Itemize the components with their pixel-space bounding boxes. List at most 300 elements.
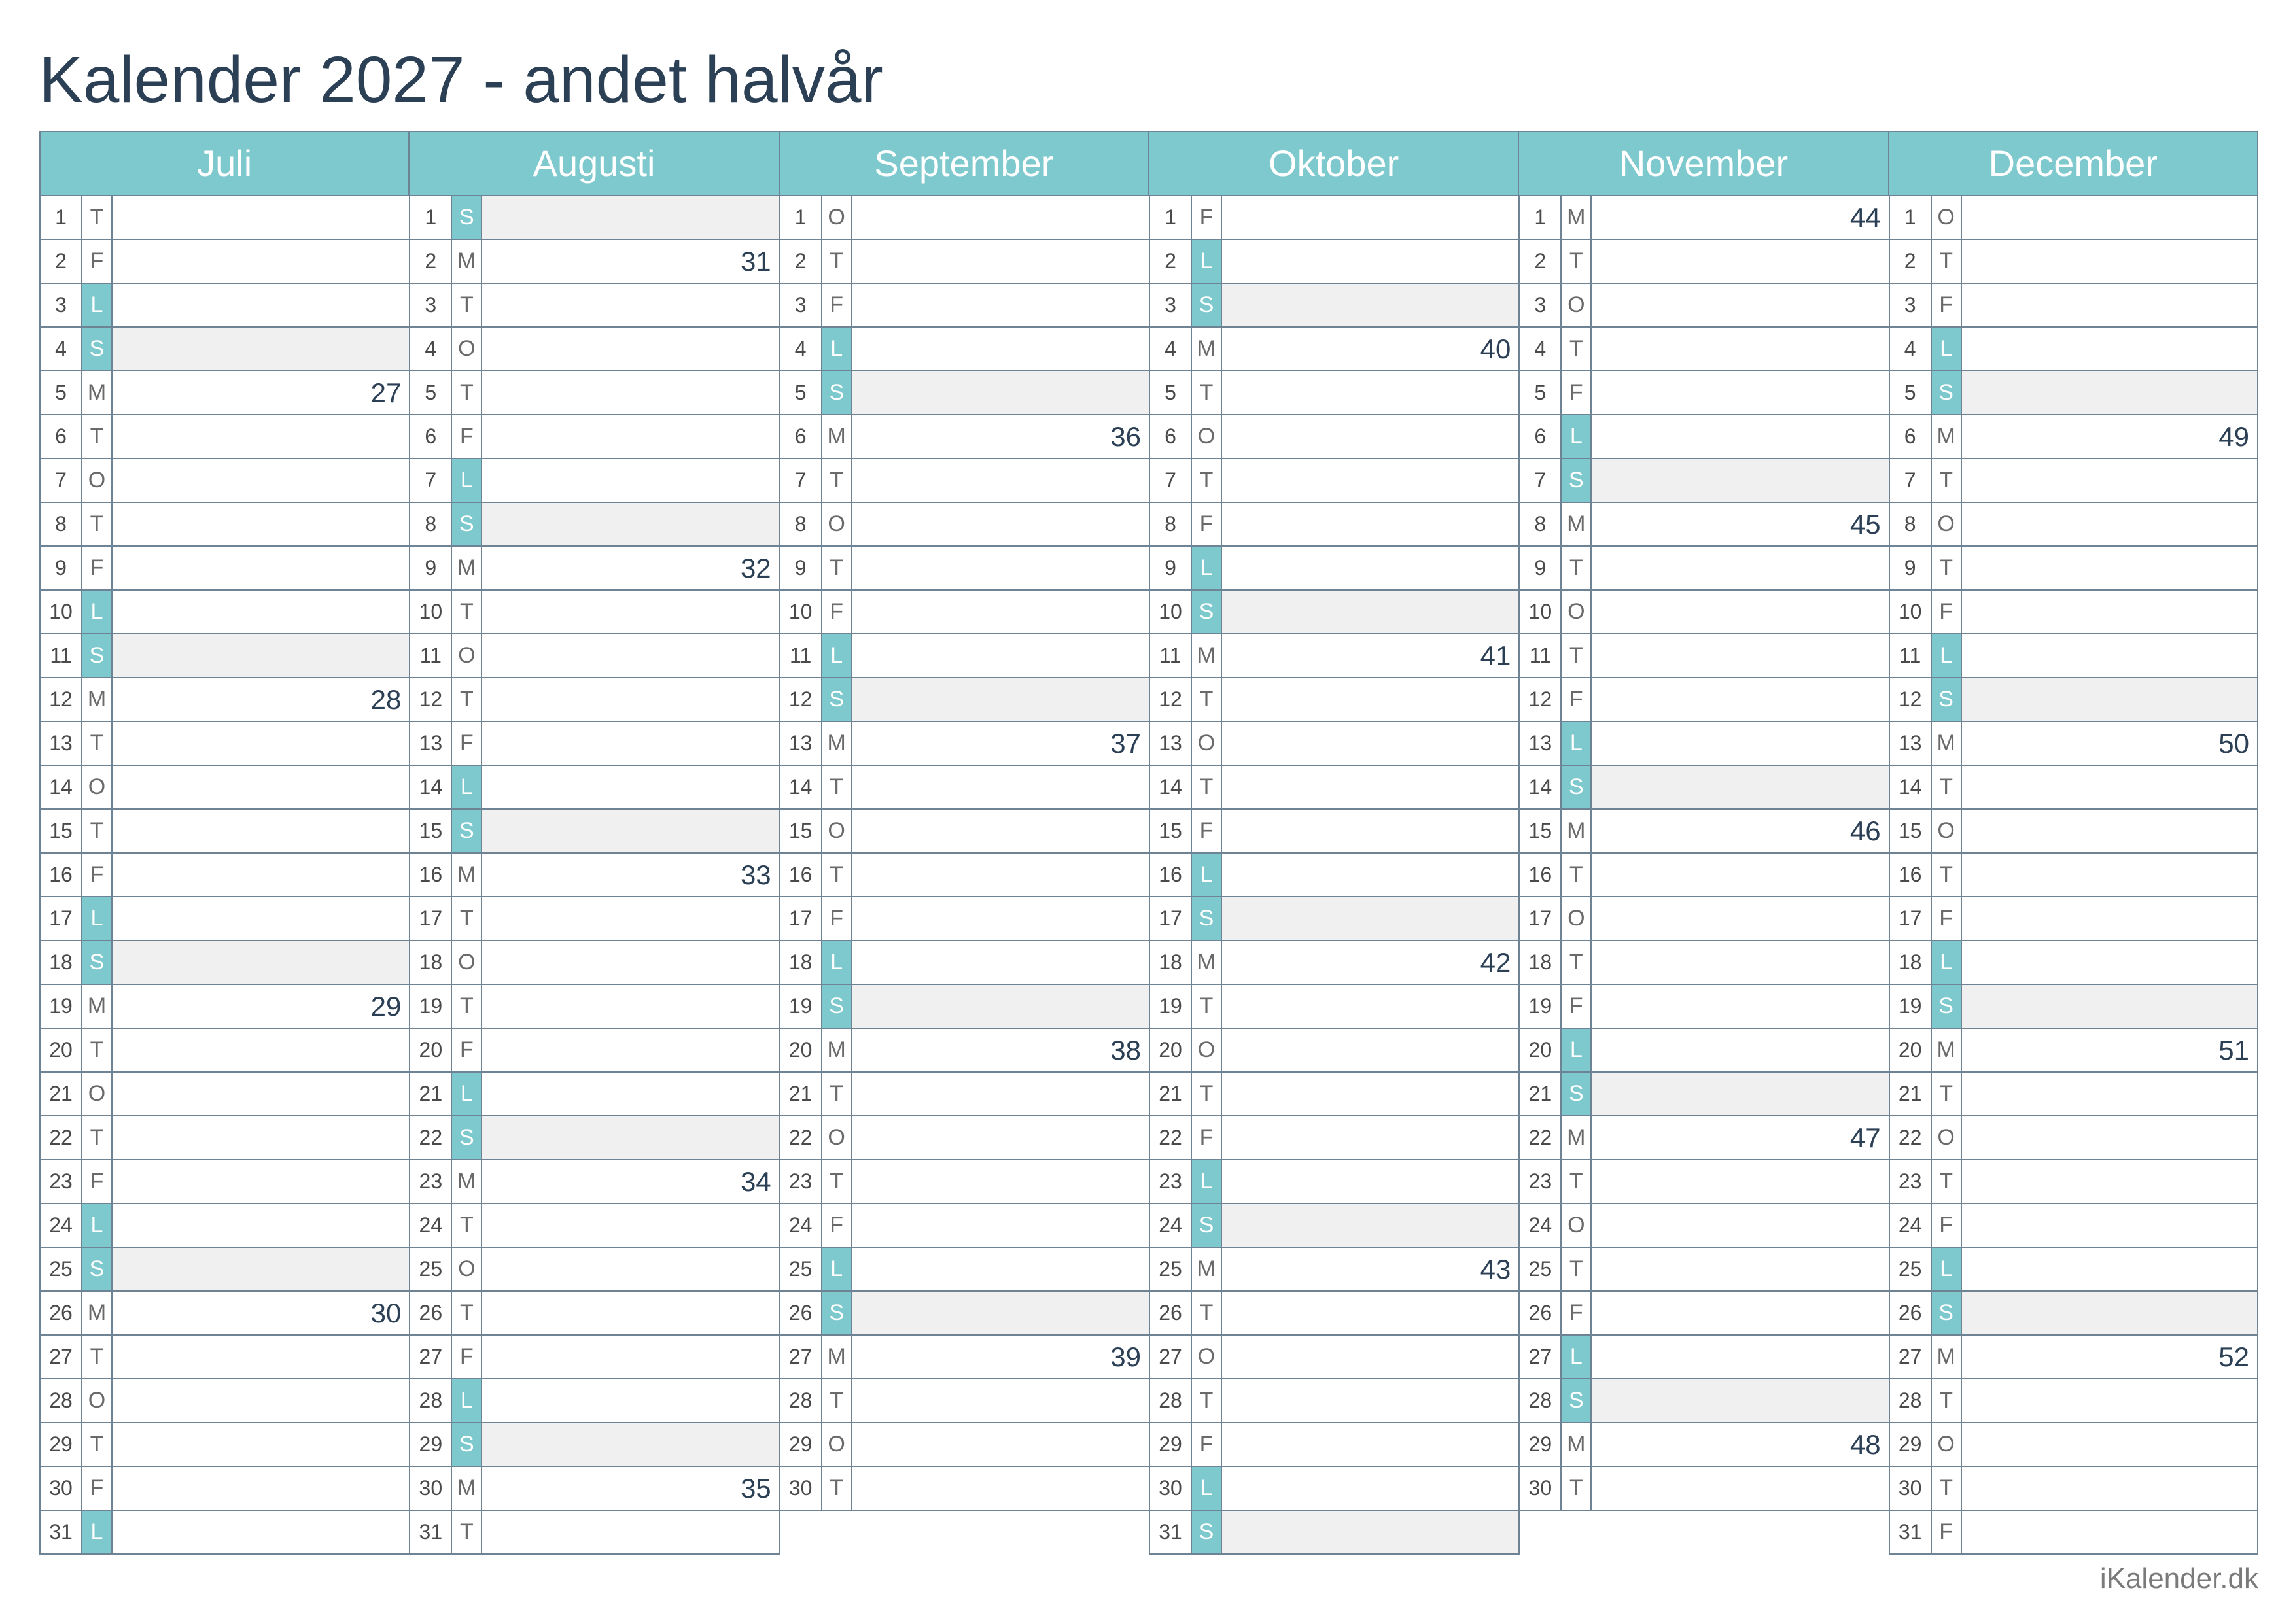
day-note-cell[interactable] — [1222, 1379, 1518, 1422]
day-note-cell[interactable] — [113, 1292, 409, 1334]
day-row[interactable] — [409, 678, 780, 722]
day-row[interactable] — [39, 941, 410, 985]
day-note-cell[interactable] — [1592, 854, 1888, 896]
day-note-cell[interactable] — [1222, 1292, 1518, 1334]
day-note-cell[interactable] — [1222, 1511, 1518, 1553]
day-row[interactable] — [39, 196, 410, 240]
day-row[interactable] — [1518, 766, 1889, 810]
day-row[interactable] — [1518, 1423, 1889, 1467]
day-note-cell[interactable] — [482, 1379, 779, 1422]
day-note-cell[interactable] — [1962, 1248, 2257, 1290]
day-row[interactable] — [1149, 854, 1520, 897]
day-note-cell[interactable] — [1592, 240, 1888, 283]
day-row[interactable] — [1889, 941, 2258, 985]
day-note-cell[interactable] — [1592, 1467, 1888, 1510]
day-row[interactable] — [409, 1511, 780, 1555]
day-row[interactable] — [409, 328, 780, 371]
day-note-cell[interactable] — [1962, 591, 2257, 633]
day-note-cell[interactable] — [1222, 1336, 1518, 1378]
day-row[interactable] — [409, 284, 780, 328]
day-note-cell[interactable] — [852, 1467, 1149, 1510]
day-row[interactable] — [1889, 1073, 2258, 1116]
day-row[interactable] — [409, 985, 780, 1029]
day-note-cell[interactable] — [113, 1248, 409, 1290]
day-note-cell[interactable] — [113, 854, 409, 896]
day-note-cell[interactable] — [1962, 722, 2257, 765]
day-note-cell[interactable] — [852, 1073, 1149, 1115]
day-row[interactable] — [1149, 1511, 1520, 1555]
day-row[interactable] — [1518, 547, 1889, 591]
day-note-cell[interactable] — [113, 1073, 409, 1115]
day-note-cell[interactable] — [1592, 1160, 1888, 1203]
day-note-cell[interactable] — [1592, 1029, 1888, 1071]
day-note-cell[interactable] — [113, 459, 409, 502]
day-note-cell[interactable] — [1962, 634, 2257, 677]
day-row[interactable] — [39, 810, 410, 854]
day-note-cell[interactable] — [1962, 1073, 2257, 1115]
day-row[interactable] — [39, 1336, 410, 1379]
day-row[interactable] — [1889, 810, 2258, 854]
day-row[interactable] — [409, 1073, 780, 1116]
day-note-cell[interactable] — [482, 1292, 779, 1334]
day-row[interactable] — [1149, 1467, 1520, 1511]
day-note-cell[interactable] — [482, 941, 779, 984]
day-row[interactable] — [409, 1423, 780, 1467]
day-note-cell[interactable] — [113, 371, 409, 414]
day-note-cell[interactable] — [852, 1160, 1149, 1203]
day-row[interactable] — [1518, 810, 1889, 854]
day-row[interactable] — [779, 415, 1150, 459]
day-note-cell[interactable] — [852, 371, 1149, 414]
day-note-cell[interactable] — [1962, 1292, 2257, 1334]
day-note-cell[interactable] — [1592, 985, 1888, 1028]
day-row[interactable] — [1149, 459, 1520, 503]
day-note-cell[interactable] — [1222, 328, 1518, 370]
day-note-cell[interactable] — [113, 1160, 409, 1203]
day-row[interactable] — [409, 1029, 780, 1073]
day-row[interactable] — [409, 1160, 780, 1204]
day-row[interactable] — [1149, 810, 1520, 854]
day-note-cell[interactable] — [113, 284, 409, 326]
day-note-cell[interactable] — [852, 1248, 1149, 1290]
day-row[interactable] — [1149, 1029, 1520, 1073]
day-note-cell[interactable] — [1592, 1379, 1888, 1422]
day-row[interactable] — [1889, 284, 2258, 328]
day-row[interactable] — [1889, 1336, 2258, 1379]
day-note-cell[interactable] — [852, 547, 1149, 589]
day-note-cell[interactable] — [852, 459, 1149, 502]
day-row[interactable] — [1149, 985, 1520, 1029]
day-row[interactable] — [1889, 503, 2258, 547]
day-note-cell[interactable] — [113, 503, 409, 545]
day-row[interactable] — [409, 897, 780, 941]
day-row[interactable] — [779, 854, 1150, 897]
day-note-cell[interactable] — [1962, 678, 2257, 721]
day-row[interactable] — [1149, 1379, 1520, 1423]
day-row[interactable] — [39, 415, 410, 459]
day-row[interactable] — [39, 1029, 410, 1073]
day-row[interactable] — [409, 547, 780, 591]
day-note-cell[interactable] — [1592, 766, 1888, 808]
day-note-cell[interactable] — [482, 1029, 779, 1071]
day-note-cell[interactable] — [113, 766, 409, 808]
day-row[interactable] — [779, 547, 1150, 591]
day-row[interactable] — [1149, 766, 1520, 810]
day-note-cell[interactable] — [482, 985, 779, 1028]
day-note-cell[interactable] — [1222, 284, 1518, 326]
day-row[interactable] — [39, 1248, 410, 1292]
day-note-cell[interactable] — [113, 722, 409, 765]
day-note-cell[interactable] — [1592, 1116, 1888, 1159]
day-row[interactable] — [779, 1116, 1150, 1160]
day-row[interactable] — [1149, 1423, 1520, 1467]
day-row[interactable] — [1149, 1073, 1520, 1116]
day-row[interactable] — [1518, 1073, 1889, 1116]
day-note-cell[interactable] — [1962, 941, 2257, 984]
day-row[interactable] — [39, 766, 410, 810]
day-note-cell[interactable] — [1962, 897, 2257, 940]
day-row[interactable] — [779, 1160, 1150, 1204]
day-note-cell[interactable] — [113, 678, 409, 721]
day-note-cell[interactable] — [852, 766, 1149, 808]
day-note-cell[interactable] — [113, 415, 409, 458]
day-note-cell[interactable] — [852, 1423, 1149, 1466]
day-note-cell[interactable] — [113, 328, 409, 370]
day-row[interactable] — [779, 1467, 1150, 1511]
day-note-cell[interactable] — [1962, 1160, 2257, 1203]
day-note-cell[interactable] — [1592, 503, 1888, 545]
day-row[interactable] — [409, 766, 780, 810]
day-row[interactable] — [39, 503, 410, 547]
day-note-cell[interactable] — [482, 459, 779, 502]
day-row[interactable] — [1889, 722, 2258, 766]
day-row[interactable] — [409, 371, 780, 415]
day-note-cell[interactable] — [852, 240, 1149, 283]
day-row[interactable] — [39, 1292, 410, 1336]
day-note-cell[interactable] — [1222, 371, 1518, 414]
day-row[interactable] — [1889, 634, 2258, 678]
day-row[interactable] — [1149, 240, 1520, 284]
day-row[interactable] — [1149, 591, 1520, 634]
day-row[interactable] — [779, 328, 1150, 371]
day-note-cell[interactable] — [1222, 1116, 1518, 1159]
day-row[interactable] — [1889, 591, 2258, 634]
day-note-cell[interactable] — [1962, 328, 2257, 370]
day-row[interactable] — [409, 1467, 780, 1511]
day-note-cell[interactable] — [482, 547, 779, 589]
day-note-cell[interactable] — [852, 1116, 1149, 1159]
day-note-cell[interactable] — [1962, 196, 2257, 239]
day-note-cell[interactable] — [482, 1336, 779, 1378]
day-note-cell[interactable] — [113, 941, 409, 984]
day-row[interactable] — [1149, 371, 1520, 415]
day-note-cell[interactable] — [1592, 1073, 1888, 1115]
day-row[interactable] — [1889, 1248, 2258, 1292]
day-row[interactable] — [39, 854, 410, 897]
day-note-cell[interactable] — [1592, 678, 1888, 721]
day-row[interactable] — [409, 810, 780, 854]
day-note-cell[interactable] — [1592, 459, 1888, 502]
day-row[interactable] — [779, 1423, 1150, 1467]
day-row[interactable] — [1889, 547, 2258, 591]
day-row[interactable] — [39, 1160, 410, 1204]
day-row[interactable] — [409, 240, 780, 284]
day-note-cell[interactable] — [482, 678, 779, 721]
day-note-cell[interactable] — [482, 1160, 779, 1203]
day-note-cell[interactable] — [852, 1336, 1149, 1378]
day-note-cell[interactable] — [482, 284, 779, 326]
day-row[interactable] — [1149, 897, 1520, 941]
day-note-cell[interactable] — [1222, 985, 1518, 1028]
day-row[interactable] — [1518, 1292, 1889, 1336]
day-row[interactable] — [779, 1292, 1150, 1336]
day-note-cell[interactable] — [1592, 371, 1888, 414]
day-row[interactable] — [409, 634, 780, 678]
day-row[interactable] — [1518, 722, 1889, 766]
day-note-cell[interactable] — [852, 897, 1149, 940]
day-row[interactable] — [1149, 1160, 1520, 1204]
day-note-cell[interactable] — [482, 1511, 779, 1553]
day-note-cell[interactable] — [1592, 1423, 1888, 1466]
day-note-cell[interactable] — [852, 810, 1149, 852]
day-note-cell[interactable] — [482, 503, 779, 545]
day-row[interactable] — [409, 941, 780, 985]
day-note-cell[interactable] — [1592, 415, 1888, 458]
day-row[interactable] — [779, 1029, 1150, 1073]
day-note-cell[interactable] — [1962, 1116, 2257, 1159]
day-row[interactable] — [1889, 678, 2258, 722]
day-note-cell[interactable] — [1962, 1467, 2257, 1510]
day-note-cell[interactable] — [1962, 766, 2257, 808]
day-note-cell[interactable] — [1222, 1160, 1518, 1203]
day-row[interactable] — [1149, 941, 1520, 985]
day-row[interactable] — [409, 1204, 780, 1248]
day-row[interactable] — [779, 284, 1150, 328]
day-row[interactable] — [1149, 1248, 1520, 1292]
day-row[interactable] — [39, 985, 410, 1029]
day-row[interactable] — [1149, 415, 1520, 459]
day-note-cell[interactable] — [1592, 810, 1888, 852]
day-row[interactable] — [779, 722, 1150, 766]
day-row[interactable] — [409, 196, 780, 240]
day-note-cell[interactable] — [852, 1379, 1149, 1422]
day-row[interactable] — [1518, 1379, 1889, 1423]
day-row[interactable] — [1889, 371, 2258, 415]
day-row[interactable] — [1518, 240, 1889, 284]
day-note-cell[interactable] — [113, 810, 409, 852]
day-row[interactable] — [779, 240, 1150, 284]
day-row[interactable] — [779, 591, 1150, 634]
day-row[interactable] — [409, 591, 780, 634]
day-note-cell[interactable] — [1962, 1511, 2257, 1553]
day-note-cell[interactable] — [1962, 459, 2257, 502]
day-row[interactable] — [39, 722, 410, 766]
day-note-cell[interactable] — [482, 810, 779, 852]
day-row[interactable] — [39, 591, 410, 634]
day-note-cell[interactable] — [1962, 854, 2257, 896]
day-note-cell[interactable] — [482, 1467, 779, 1510]
day-row[interactable] — [39, 1379, 410, 1423]
day-row[interactable] — [39, 240, 410, 284]
day-note-cell[interactable] — [1592, 941, 1888, 984]
day-row[interactable] — [779, 941, 1150, 985]
day-row[interactable] — [1889, 1160, 2258, 1204]
day-row[interactable] — [1518, 284, 1889, 328]
day-row[interactable] — [1889, 1204, 2258, 1248]
day-row[interactable] — [1518, 634, 1889, 678]
day-note-cell[interactable] — [852, 503, 1149, 545]
day-row[interactable] — [409, 459, 780, 503]
day-row[interactable] — [1149, 634, 1520, 678]
day-note-cell[interactable] — [113, 1029, 409, 1071]
day-row[interactable] — [1518, 854, 1889, 897]
day-row[interactable] — [1518, 591, 1889, 634]
day-note-cell[interactable] — [482, 196, 779, 239]
day-row[interactable] — [1149, 1204, 1520, 1248]
day-row[interactable] — [1518, 1204, 1889, 1248]
day-note-cell[interactable] — [1962, 1029, 2257, 1071]
day-row[interactable] — [1889, 1029, 2258, 1073]
day-row[interactable] — [1149, 503, 1520, 547]
day-note-cell[interactable] — [482, 1423, 779, 1466]
day-row[interactable] — [1518, 1467, 1889, 1511]
day-row[interactable] — [1889, 328, 2258, 371]
day-row[interactable] — [1889, 1511, 2258, 1555]
day-row[interactable] — [1889, 240, 2258, 284]
day-row[interactable] — [1518, 459, 1889, 503]
day-note-cell[interactable] — [1962, 503, 2257, 545]
day-row[interactable] — [1518, 678, 1889, 722]
day-note-cell[interactable] — [1592, 1292, 1888, 1334]
day-note-cell[interactable] — [482, 1248, 779, 1290]
day-note-cell[interactable] — [852, 941, 1149, 984]
day-note-cell[interactable] — [852, 1029, 1149, 1071]
day-note-cell[interactable] — [113, 1423, 409, 1466]
day-row[interactable] — [1518, 503, 1889, 547]
day-note-cell[interactable] — [1222, 678, 1518, 721]
day-row[interactable] — [39, 1204, 410, 1248]
day-note-cell[interactable] — [1222, 503, 1518, 545]
day-note-cell[interactable] — [113, 1467, 409, 1510]
day-note-cell[interactable] — [1222, 547, 1518, 589]
day-row[interactable] — [779, 634, 1150, 678]
day-row[interactable] — [1518, 1160, 1889, 1204]
day-row[interactable] — [779, 196, 1150, 240]
day-note-cell[interactable] — [1962, 1204, 2257, 1247]
day-note-cell[interactable] — [482, 328, 779, 370]
day-row[interactable] — [1149, 722, 1520, 766]
day-note-cell[interactable] — [1962, 284, 2257, 326]
day-row[interactable] — [39, 1073, 410, 1116]
day-row[interactable] — [1518, 1336, 1889, 1379]
day-note-cell[interactable] — [1962, 547, 2257, 589]
day-row[interactable] — [1149, 1116, 1520, 1160]
day-row[interactable] — [1149, 1336, 1520, 1379]
day-note-cell[interactable] — [1592, 284, 1888, 326]
day-row[interactable] — [779, 371, 1150, 415]
day-row[interactable] — [1149, 678, 1520, 722]
day-row[interactable] — [1889, 1292, 2258, 1336]
day-note-cell[interactable] — [852, 985, 1149, 1028]
day-note-cell[interactable] — [1962, 985, 2257, 1028]
day-row[interactable] — [409, 1379, 780, 1423]
day-note-cell[interactable] — [1222, 634, 1518, 677]
day-row[interactable] — [779, 1248, 1150, 1292]
day-note-cell[interactable] — [482, 415, 779, 458]
day-note-cell[interactable] — [482, 722, 779, 765]
day-note-cell[interactable] — [1592, 591, 1888, 633]
day-note-cell[interactable] — [1222, 1467, 1518, 1510]
day-row[interactable] — [409, 503, 780, 547]
day-row[interactable] — [409, 1292, 780, 1336]
day-row[interactable] — [1518, 985, 1889, 1029]
day-note-cell[interactable] — [1962, 1379, 2257, 1422]
day-note-cell[interactable] — [482, 591, 779, 633]
day-note-cell[interactable] — [852, 591, 1149, 633]
day-note-cell[interactable] — [1222, 810, 1518, 852]
day-row[interactable] — [1518, 328, 1889, 371]
day-row[interactable] — [1149, 284, 1520, 328]
day-row[interactable] — [1518, 1248, 1889, 1292]
day-row[interactable] — [39, 1511, 410, 1555]
day-row[interactable] — [409, 1336, 780, 1379]
day-note-cell[interactable] — [852, 634, 1149, 677]
day-row[interactable] — [1518, 1116, 1889, 1160]
day-note-cell[interactable] — [482, 1204, 779, 1247]
day-row[interactable] — [1518, 371, 1889, 415]
day-note-cell[interactable] — [1222, 1029, 1518, 1071]
day-note-cell[interactable] — [1592, 328, 1888, 370]
day-row[interactable] — [409, 854, 780, 897]
day-row[interactable] — [39, 328, 410, 371]
day-row[interactable] — [779, 1073, 1150, 1116]
day-note-cell[interactable] — [852, 328, 1149, 370]
day-note-cell[interactable] — [852, 854, 1149, 896]
day-note-cell[interactable] — [113, 1204, 409, 1247]
day-note-cell[interactable] — [1222, 240, 1518, 283]
day-note-cell[interactable] — [482, 1116, 779, 1159]
day-row[interactable] — [1149, 1292, 1520, 1336]
day-note-cell[interactable] — [1222, 415, 1518, 458]
day-note-cell[interactable] — [1222, 196, 1518, 239]
day-note-cell[interactable] — [1222, 766, 1518, 808]
day-row[interactable] — [1889, 1467, 2258, 1511]
day-note-cell[interactable] — [482, 240, 779, 283]
day-row[interactable] — [1889, 897, 2258, 941]
day-note-cell[interactable] — [852, 722, 1149, 765]
day-row[interactable] — [779, 810, 1150, 854]
day-row[interactable] — [1518, 941, 1889, 985]
day-row[interactable] — [1518, 1029, 1889, 1073]
day-note-cell[interactable] — [1592, 196, 1888, 239]
day-note-cell[interactable] — [852, 678, 1149, 721]
day-row[interactable] — [1518, 415, 1889, 459]
day-row[interactable] — [1889, 196, 2258, 240]
day-note-cell[interactable] — [113, 1116, 409, 1159]
day-note-cell[interactable] — [1592, 722, 1888, 765]
day-note-cell[interactable] — [1222, 941, 1518, 984]
day-row[interactable] — [1889, 1379, 2258, 1423]
day-note-cell[interactable] — [1962, 810, 2257, 852]
day-note-cell[interactable] — [852, 196, 1149, 239]
day-note-cell[interactable] — [113, 547, 409, 589]
day-row[interactable] — [1518, 196, 1889, 240]
day-note-cell[interactable] — [1592, 547, 1888, 589]
day-row[interactable] — [39, 897, 410, 941]
day-row[interactable] — [779, 1379, 1150, 1423]
day-row[interactable] — [1518, 897, 1889, 941]
day-note-cell[interactable] — [852, 415, 1149, 458]
